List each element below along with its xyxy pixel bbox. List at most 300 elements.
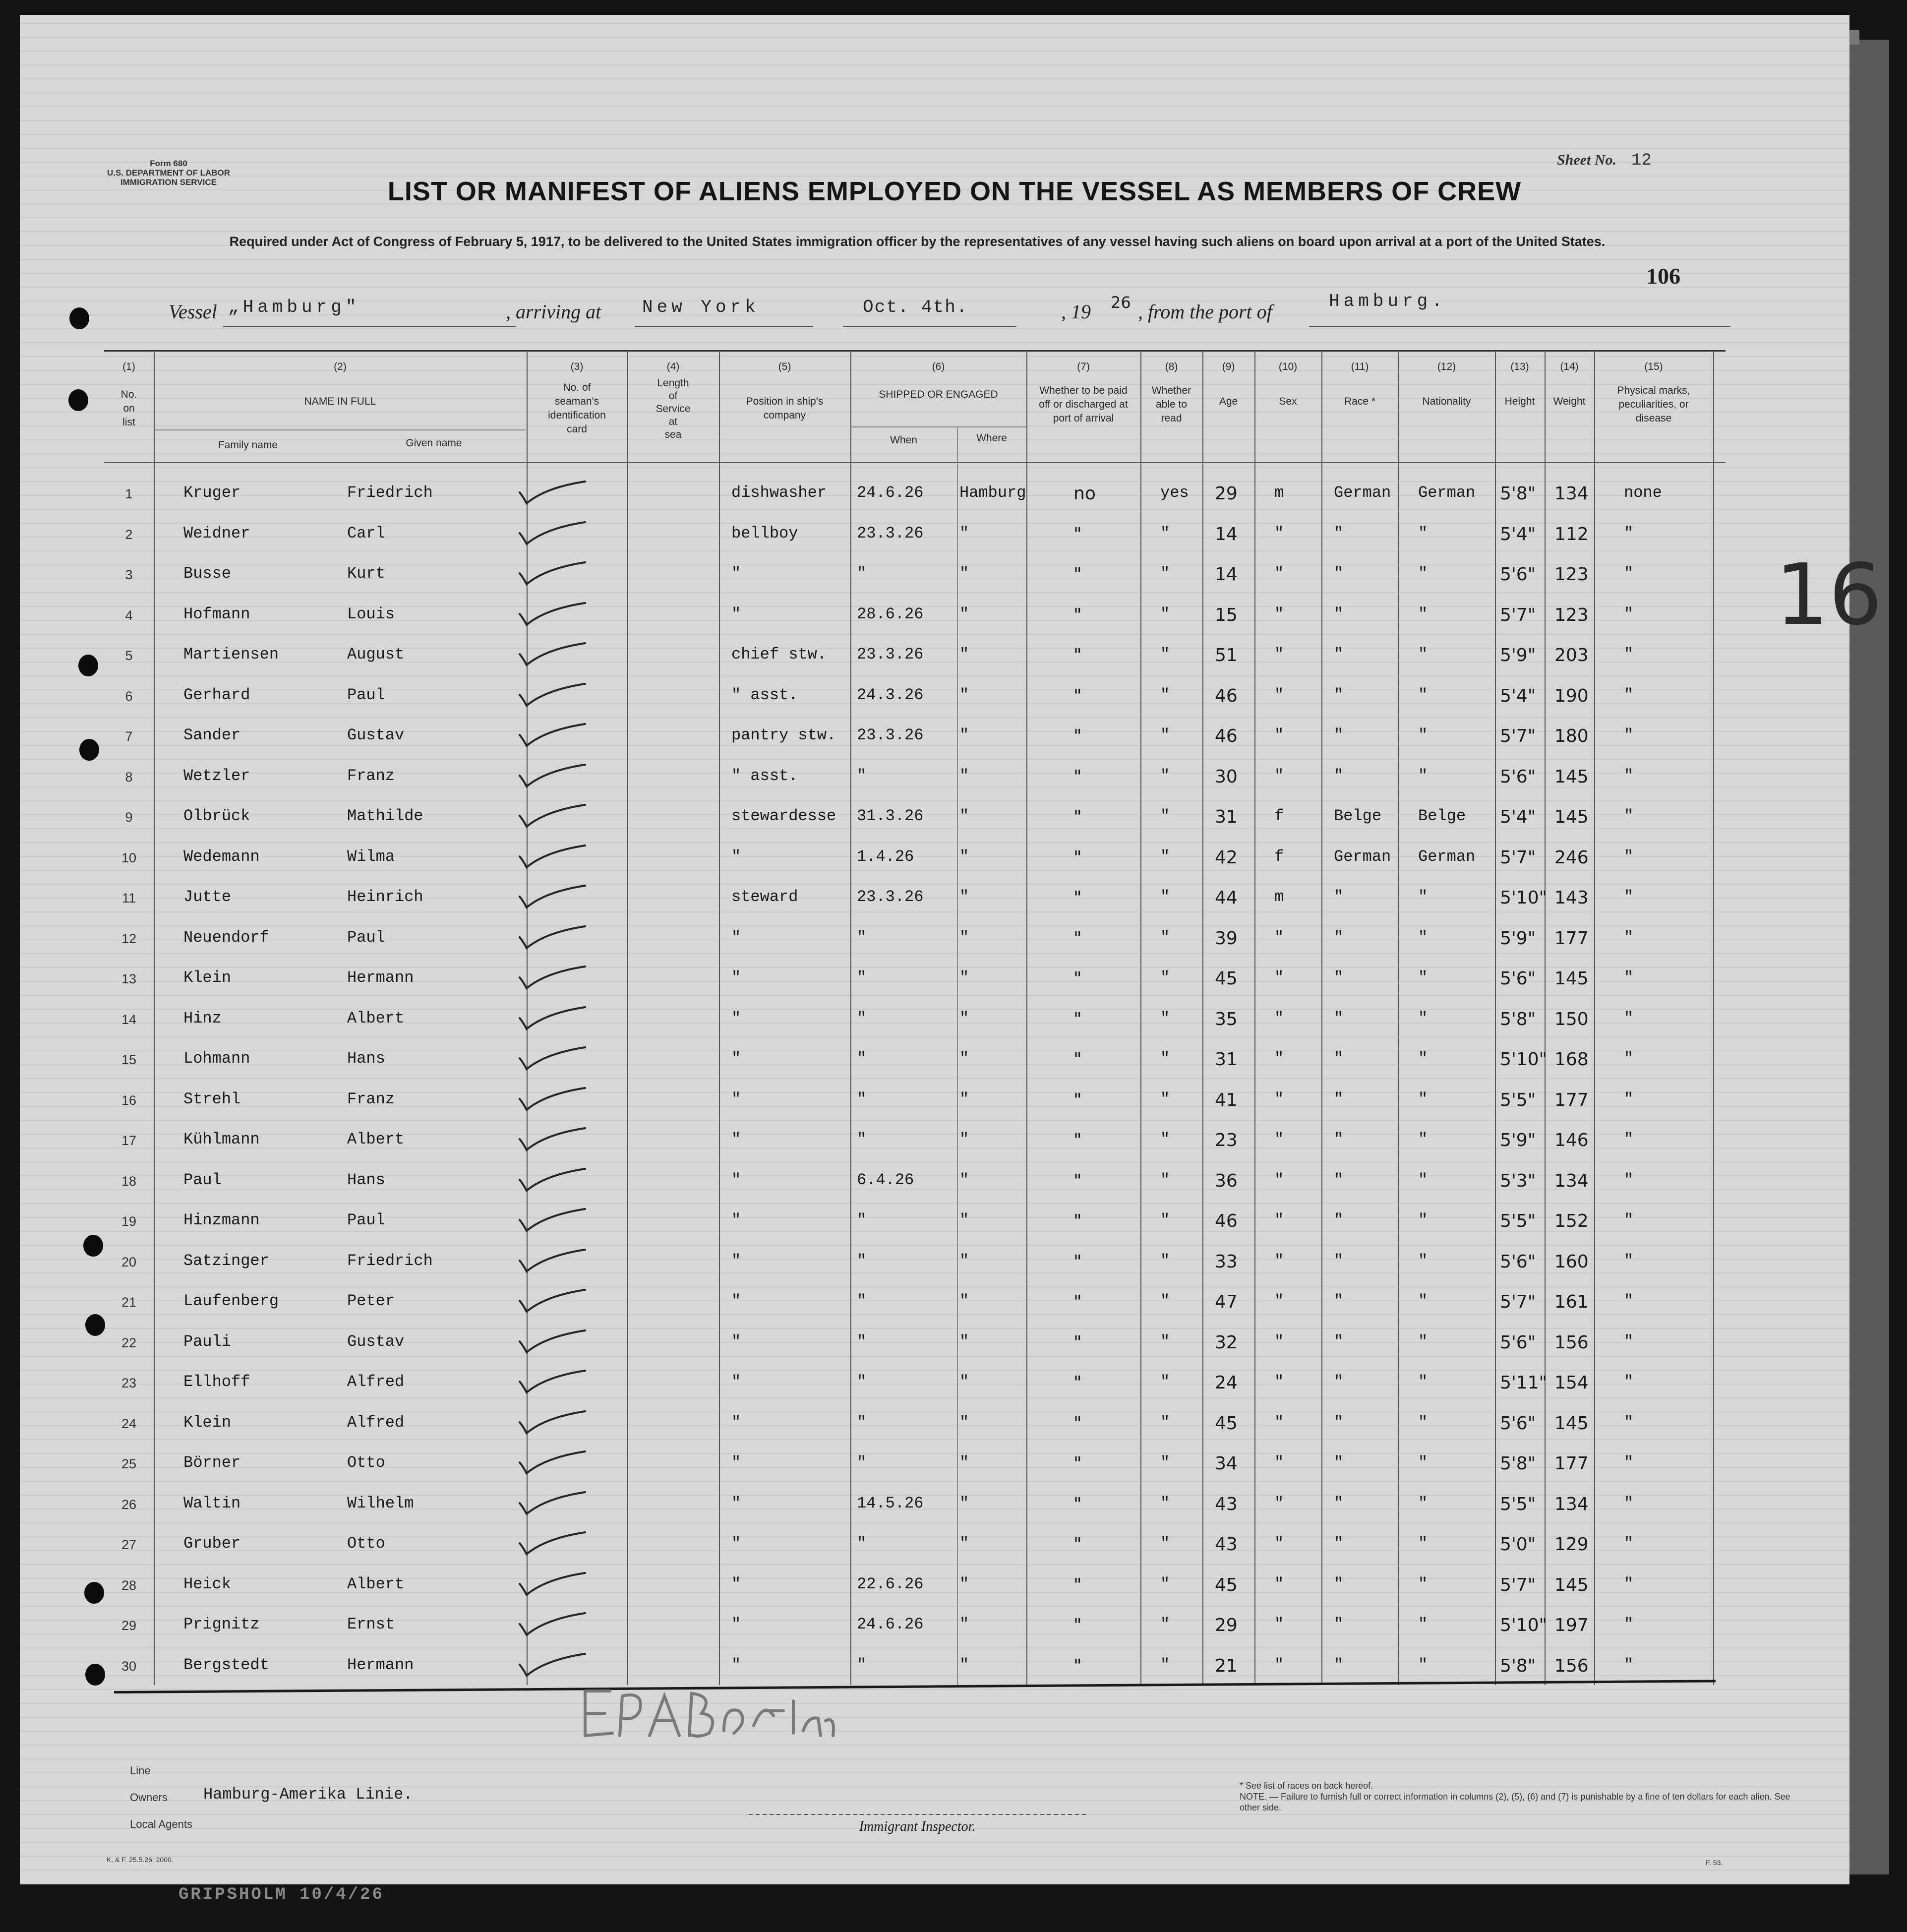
cell-shipped-when: " (857, 1332, 867, 1351)
cell-shipped-where: " (959, 1574, 969, 1593)
cell-shipped-when: " (857, 1373, 867, 1391)
cell-nationality: " (1418, 968, 1428, 987)
local-agents-label: Local Agents (130, 1818, 192, 1830)
cell-paid-off: " (1073, 766, 1082, 787)
cell-physical-marks: " (1624, 1534, 1634, 1553)
cell-shipped-where: " (959, 1009, 969, 1027)
cell-family-name: Sander (183, 726, 241, 744)
cell-row-number: 12 (121, 931, 137, 946)
checkmark-icon (516, 599, 590, 629)
checkmark-icon (516, 1650, 590, 1680)
cell-height: 5'4" (1500, 685, 1536, 706)
cell-shipped-when: " (857, 1413, 867, 1432)
owners-label: Owners (130, 1791, 168, 1804)
table-row (0, 1292, 1907, 1332)
checkmark-icon (516, 842, 590, 871)
cell-weight: 145 (1554, 1574, 1589, 1595)
cell-weight: 143 (1554, 888, 1589, 908)
cell-sex: " (1274, 1211, 1284, 1229)
table-row (0, 807, 1907, 847)
col-number: (12) (1437, 361, 1456, 372)
table-row (0, 1130, 1907, 1171)
cell-weight: 197 (1554, 1615, 1589, 1635)
cell-shipped-when: 23.3.26 (857, 524, 924, 543)
cell-shipped-when: 14.5.26 (857, 1494, 924, 1512)
cell-nationality: " (1418, 1049, 1428, 1068)
cell-family-name: Neuendorf (183, 928, 269, 947)
cell-weight: 145 (1554, 968, 1589, 989)
cell-shipped-where: " (959, 1170, 969, 1189)
cell-nationality: " (1418, 1009, 1428, 1027)
cell-position: " (731, 1494, 741, 1512)
cell-physical-marks: " (1624, 604, 1634, 623)
col-number: (8) (1165, 361, 1178, 372)
cell-shipped-where: " (959, 685, 969, 704)
cell-able-to-read: " (1160, 888, 1170, 906)
checkmark-icon (516, 1165, 590, 1195)
cell-given-name: Hans (347, 1049, 385, 1068)
cell-paid-off: " (1073, 564, 1082, 585)
cell-height: 5'7" (1500, 726, 1536, 746)
cell-able-to-read: " (1160, 604, 1170, 623)
cell-age: 33 (1215, 1251, 1238, 1272)
cell-sex: f (1274, 807, 1284, 825)
cell-weight: 145 (1554, 1413, 1589, 1434)
checkmark-icon (516, 1003, 590, 1033)
cell-weight: 190 (1554, 685, 1589, 706)
cell-shipped-where: " (959, 1292, 969, 1310)
cell-given-name: Wilhelm (347, 1494, 414, 1512)
cell-able-to-read: " (1160, 1615, 1170, 1633)
cell-nationality: German (1418, 847, 1476, 866)
col-header-position: Position in ship's company (746, 396, 824, 421)
cell-row-number: 4 (125, 607, 133, 623)
cell-given-name: Franz (347, 766, 395, 785)
cell-height: 5'8" (1500, 1655, 1536, 1676)
cell-age: 24 (1215, 1373, 1238, 1393)
col-number: (4) (666, 361, 680, 372)
table-row (0, 483, 1907, 524)
cell-sex: " (1274, 1615, 1284, 1633)
cell-given-name: Paul (347, 1211, 385, 1229)
checkmark-icon (516, 1246, 590, 1275)
cell-race: " (1334, 1251, 1344, 1270)
cell-shipped-when: " (857, 1534, 867, 1553)
penalty-note: NOTE. — Failure to furnish full or correct information in columns (2), (5), (6) and (7) is punishable by a fine of ten dollars for each alien. See other side. (1240, 1792, 1790, 1812)
cell-paid-off: " (1073, 1049, 1082, 1070)
checkmark-icon (516, 1327, 590, 1356)
table-row (0, 645, 1907, 686)
cell-family-name: Klein (183, 1413, 232, 1432)
cell-physical-marks: " (1624, 928, 1634, 947)
cell-age: 46 (1215, 726, 1238, 746)
cell-race: " (1334, 1655, 1344, 1674)
col-number: (1) (122, 361, 135, 372)
cell-physical-marks: " (1624, 564, 1634, 583)
stamp-number: 106 (1646, 263, 1680, 289)
cell-shipped-where: " (959, 928, 969, 947)
cell-family-name: Laufenberg (183, 1292, 279, 1310)
cell-paid-off: " (1073, 1211, 1082, 1231)
cell-family-name: Lohmann (183, 1049, 250, 1068)
cell-weight: 177 (1554, 1453, 1589, 1474)
cell-age: 42 (1215, 847, 1238, 868)
table-row (0, 888, 1907, 928)
cell-family-name: Kühlmann (183, 1130, 260, 1148)
from-label: , from the port of (1138, 301, 1272, 323)
checkmark-icon (516, 1407, 590, 1437)
cell-height: 5'6" (1500, 1413, 1536, 1434)
cell-nationality: " (1418, 1211, 1428, 1229)
checkmark-icon (516, 518, 590, 548)
cell-position: " (731, 1130, 741, 1148)
vessel-label: Vessel (169, 301, 217, 323)
cell-family-name: Hofmann (183, 604, 250, 623)
cell-race: " (1334, 1170, 1344, 1189)
cell-sex: " (1274, 1130, 1284, 1148)
cell-age: 43 (1215, 1534, 1238, 1555)
cell-nationality: " (1418, 1615, 1428, 1633)
cell-weight: 134 (1554, 1170, 1589, 1191)
cell-row-number: 22 (121, 1335, 137, 1350)
table-row (0, 1332, 1907, 1373)
cell-family-name: Wedemann (183, 847, 260, 866)
cell-position: " (731, 1413, 741, 1432)
cell-race: " (1334, 1453, 1344, 1472)
cell-shipped-where: " (959, 1089, 969, 1108)
cell-family-name: Martiensen (183, 645, 279, 664)
cell-able-to-read: yes (1160, 483, 1189, 502)
cell-given-name: Hans (347, 1170, 385, 1189)
table-top-rule (104, 350, 1726, 352)
cell-physical-marks: " (1624, 1211, 1634, 1229)
table-row (0, 847, 1907, 888)
cell-physical-marks: " (1624, 766, 1634, 785)
cell-position: " (731, 1049, 741, 1068)
cell-height: 5'9" (1500, 928, 1536, 949)
cell-age: 34 (1215, 1453, 1238, 1474)
cell-position: " (731, 564, 741, 583)
cell-sex: " (1274, 1049, 1284, 1068)
cell-paid-off: " (1073, 1373, 1082, 1393)
cell-given-name: Peter (347, 1292, 395, 1310)
vessel-name: „Hamburg" (228, 297, 360, 317)
cell-height: 5'6" (1500, 1332, 1536, 1353)
subhead-given-name: Given name (406, 437, 462, 449)
cell-family-name: Prignitz (183, 1615, 260, 1633)
cell-age: 44 (1215, 888, 1238, 908)
cell-position: steward (731, 888, 798, 906)
cell-age: 45 (1215, 968, 1238, 989)
cell-position: " (731, 1655, 741, 1674)
col-header-physical-marks: Physical marks, peculiarities, or disease (1617, 385, 1690, 424)
cell-physical-marks: " (1624, 726, 1634, 744)
cell-position: " (731, 1453, 741, 1472)
cell-shipped-when: 6.4.26 (857, 1170, 914, 1189)
cell-weight: 134 (1554, 483, 1589, 504)
cell-nationality: Belge (1418, 807, 1466, 825)
cell-physical-marks: " (1624, 1373, 1634, 1391)
col-number: (6) (932, 361, 945, 372)
cell-able-to-read: " (1160, 1170, 1170, 1189)
cell-age: 30 (1215, 766, 1238, 787)
cell-position: " (731, 1373, 741, 1391)
cell-height: 5'6" (1500, 1251, 1536, 1272)
cell-able-to-read: " (1160, 807, 1170, 825)
cell-sex: " (1274, 726, 1284, 744)
cell-position: " asst. (731, 685, 798, 704)
cell-physical-marks: " (1624, 888, 1634, 906)
cell-weight: 156 (1554, 1332, 1589, 1353)
inspector-label: Immigrant Inspector. (859, 1819, 976, 1834)
cell-row-number: 3 (125, 567, 133, 582)
cell-nationality: " (1418, 564, 1428, 583)
sheet-label: Sheet No. (1557, 152, 1616, 168)
cell-given-name: Carl (347, 524, 385, 543)
cell-paid-off: " (1073, 1494, 1082, 1514)
cell-height: 5'6" (1500, 968, 1536, 989)
cell-sex: " (1274, 1373, 1284, 1391)
cell-shipped-when: " (857, 1292, 867, 1310)
cell-physical-marks: " (1624, 847, 1634, 866)
sheet-number: 12 (1631, 151, 1652, 170)
cell-paid-off: no (1073, 483, 1096, 504)
subhead-when: When (890, 434, 917, 446)
cell-position: " (731, 1170, 741, 1189)
cell-weight: 203 (1554, 645, 1589, 665)
checkmark-icon (516, 680, 590, 710)
cell-race: Belge (1334, 807, 1382, 825)
cell-sex: " (1274, 766, 1284, 785)
cell-shipped-when: " (857, 564, 867, 583)
cell-weight: 177 (1554, 1089, 1589, 1110)
ship-stamp: GRIPSHOLM 10/4/26 (179, 1885, 384, 1904)
col-header-read: Whether able to read (1151, 385, 1192, 424)
cell-paid-off: " (1073, 1534, 1082, 1555)
cell-able-to-read: " (1160, 1453, 1170, 1472)
cell-given-name: Paul (347, 685, 385, 704)
col-header-race: Race * (1344, 396, 1376, 407)
cell-shipped-where: " (959, 1413, 969, 1432)
cell-sex: " (1274, 1332, 1284, 1351)
col-number: (15) (1644, 361, 1663, 372)
cell-nationality: " (1418, 685, 1428, 704)
checkmark-icon (516, 639, 590, 669)
cell-shipped-when: " (857, 1009, 867, 1027)
checkmark-icon (516, 1367, 590, 1396)
col-header-id-card: No. of seaman's identification card (548, 382, 606, 435)
cell-race: " (1334, 1373, 1344, 1391)
cell-physical-marks: " (1624, 1453, 1634, 1472)
cell-paid-off: " (1073, 726, 1082, 746)
cell-shipped-where: " (959, 1494, 969, 1512)
cell-physical-marks: " (1624, 1251, 1634, 1270)
cell-height: 5'6" (1500, 766, 1536, 787)
cell-row-number: 13 (121, 971, 137, 986)
cell-sex: " (1274, 1251, 1284, 1270)
cell-paid-off: " (1073, 604, 1082, 625)
shipped-subhead-rule (850, 426, 1026, 427)
table-row (0, 928, 1907, 969)
cell-age: 35 (1215, 1009, 1238, 1029)
cell-sex: " (1274, 1494, 1284, 1512)
table-row (0, 1009, 1907, 1050)
table-row (0, 1090, 1907, 1131)
cell-age: 47 (1215, 1292, 1238, 1312)
cell-position: " (731, 968, 741, 987)
cell-position: " (731, 1292, 741, 1310)
arrival-date: Oct. 4th. (863, 297, 968, 317)
cell-race: " (1334, 645, 1344, 664)
cell-physical-marks: " (1624, 1049, 1634, 1068)
cell-age: 29 (1215, 483, 1238, 504)
cell-weight: 161 (1554, 1292, 1589, 1312)
cell-given-name: Ernst (347, 1615, 395, 1633)
cell-row-number: 2 (125, 527, 133, 542)
cell-shipped-where: " (959, 645, 969, 664)
cell-physical-marks: " (1624, 1292, 1634, 1310)
checkmark-icon (516, 1569, 590, 1599)
cell-race: " (1334, 1494, 1344, 1512)
table-row (0, 1453, 1907, 1494)
cell-shipped-when: " (857, 928, 867, 947)
cell-height: 5'6" (1500, 564, 1536, 585)
cell-shipped-where: " (959, 1655, 969, 1674)
cell-able-to-read: " (1160, 726, 1170, 744)
cell-shipped-when: " (857, 1049, 867, 1068)
cell-age: 31 (1215, 807, 1238, 827)
margin-handwritten-mark: 16 (1775, 546, 1883, 644)
owners-value: Hamburg-Amerika Linie. (203, 1785, 413, 1804)
cell-weight: 123 (1554, 564, 1589, 585)
cell-row-number: 1 (125, 486, 133, 501)
cell-nationality: " (1418, 1453, 1428, 1472)
cell-family-name: Wetzler (183, 766, 250, 785)
cell-given-name: Heinrich (347, 888, 423, 906)
cell-height: 5'10" (1500, 1049, 1548, 1070)
form-identifier: Form 680 U.S. DEPARTMENT OF LABOR IMMIGRATION SERVICE (107, 159, 231, 187)
col-number: (9) (1222, 361, 1235, 372)
cell-shipped-where: " (959, 1130, 969, 1148)
cell-physical-marks: none (1624, 483, 1662, 502)
col-header-sex: Sex (1279, 396, 1297, 407)
cell-sex: " (1274, 564, 1284, 583)
checkmark-icon (516, 1609, 590, 1639)
cell-height: 5'7" (1500, 847, 1536, 868)
cell-weight: 180 (1554, 726, 1589, 746)
checkmark-icon (516, 558, 590, 588)
cell-weight: 112 (1554, 524, 1589, 544)
cell-given-name: Albert (347, 1009, 405, 1027)
cell-paid-off: " (1073, 928, 1082, 949)
cell-shipped-when: " (857, 1655, 867, 1674)
cell-position: pantry stw. (731, 726, 836, 744)
cell-nationality: " (1418, 1292, 1428, 1310)
cell-nationality: " (1418, 524, 1428, 543)
cell-height: 5'7" (1500, 1292, 1536, 1312)
cell-age: 31 (1215, 1049, 1238, 1070)
col-header-height: Height (1504, 396, 1535, 407)
cell-shipped-when: 28.6.26 (857, 604, 924, 623)
cell-shipped-where: " (959, 524, 969, 543)
col-number: (2) (334, 361, 347, 372)
cell-paid-off: " (1073, 1251, 1082, 1272)
table-row (0, 524, 1907, 565)
cell-weight: 246 (1554, 847, 1589, 868)
cell-height: 5'5" (1500, 1494, 1536, 1514)
cell-paid-off: " (1073, 1332, 1082, 1353)
col-header-age: Age (1219, 396, 1238, 407)
table-row (0, 1494, 1907, 1535)
table-row (0, 1575, 1907, 1616)
cell-shipped-where: " (959, 766, 969, 785)
cell-family-name: Kruger (183, 483, 241, 502)
footnotes (1240, 1780, 1795, 1813)
cell-physical-marks: " (1624, 1170, 1634, 1189)
cell-given-name: Gustav (347, 1332, 405, 1351)
cell-height: 5'8" (1500, 1009, 1536, 1029)
cell-sex: " (1274, 968, 1284, 987)
cell-race: " (1334, 888, 1344, 906)
cell-physical-marks: " (1624, 968, 1634, 987)
cell-paid-off: " (1073, 1574, 1082, 1595)
race-note: * See list of races on back hereof. (1240, 1781, 1373, 1791)
cell-paid-off: " (1073, 1009, 1082, 1029)
cell-race: " (1334, 1130, 1344, 1148)
cell-height: 5'4" (1500, 807, 1536, 827)
cell-row-number: 26 (121, 1497, 137, 1512)
cell-row-number: 21 (121, 1295, 137, 1310)
cell-family-name: Ellhoff (183, 1373, 250, 1391)
cell-position: " (731, 1009, 741, 1027)
table-row (0, 726, 1907, 767)
cell-position: " (731, 604, 741, 623)
cell-family-name: Waltin (183, 1494, 241, 1512)
cell-physical-marks: " (1624, 645, 1634, 664)
cell-row-number: 25 (121, 1456, 137, 1471)
cell-paid-off: " (1073, 807, 1082, 827)
cell-shipped-when: " (857, 1453, 867, 1472)
cell-sex: " (1274, 1292, 1284, 1310)
col-header-shipped: SHIPPED OR ENGAGED (879, 389, 998, 400)
col-number: (13) (1510, 361, 1529, 372)
checkmark-icon (516, 478, 590, 507)
line-label: Line (130, 1764, 151, 1777)
arrival-year: 26 (1111, 293, 1131, 312)
cell-position: " (731, 928, 741, 947)
cell-sex: " (1274, 1009, 1284, 1027)
name-subhead-rule (154, 429, 526, 430)
departure-port: Hamburg. (1329, 291, 1446, 311)
cell-sex: " (1274, 524, 1284, 543)
cell-shipped-where: " (959, 1211, 969, 1229)
cell-shipped-when: 24.3.26 (857, 685, 924, 704)
cell-nationality: " (1418, 1130, 1428, 1148)
cell-given-name: Albert (347, 1574, 405, 1593)
cell-given-name: Friedrich (347, 483, 433, 502)
cell-able-to-read: " (1160, 1373, 1170, 1391)
cell-shipped-where: " (959, 807, 969, 825)
cell-shipped-when: 1.4.26 (857, 847, 914, 866)
checkmark-icon (516, 1528, 590, 1558)
col-number: (10) (1278, 361, 1298, 372)
cell-sex: " (1274, 1655, 1284, 1674)
cell-position: bellboy (731, 524, 798, 543)
table-row (0, 1252, 1907, 1292)
checkmark-icon (516, 1205, 590, 1235)
cell-shipped-where: Hamburg (959, 483, 1026, 502)
cell-able-to-read: " (1160, 766, 1170, 785)
